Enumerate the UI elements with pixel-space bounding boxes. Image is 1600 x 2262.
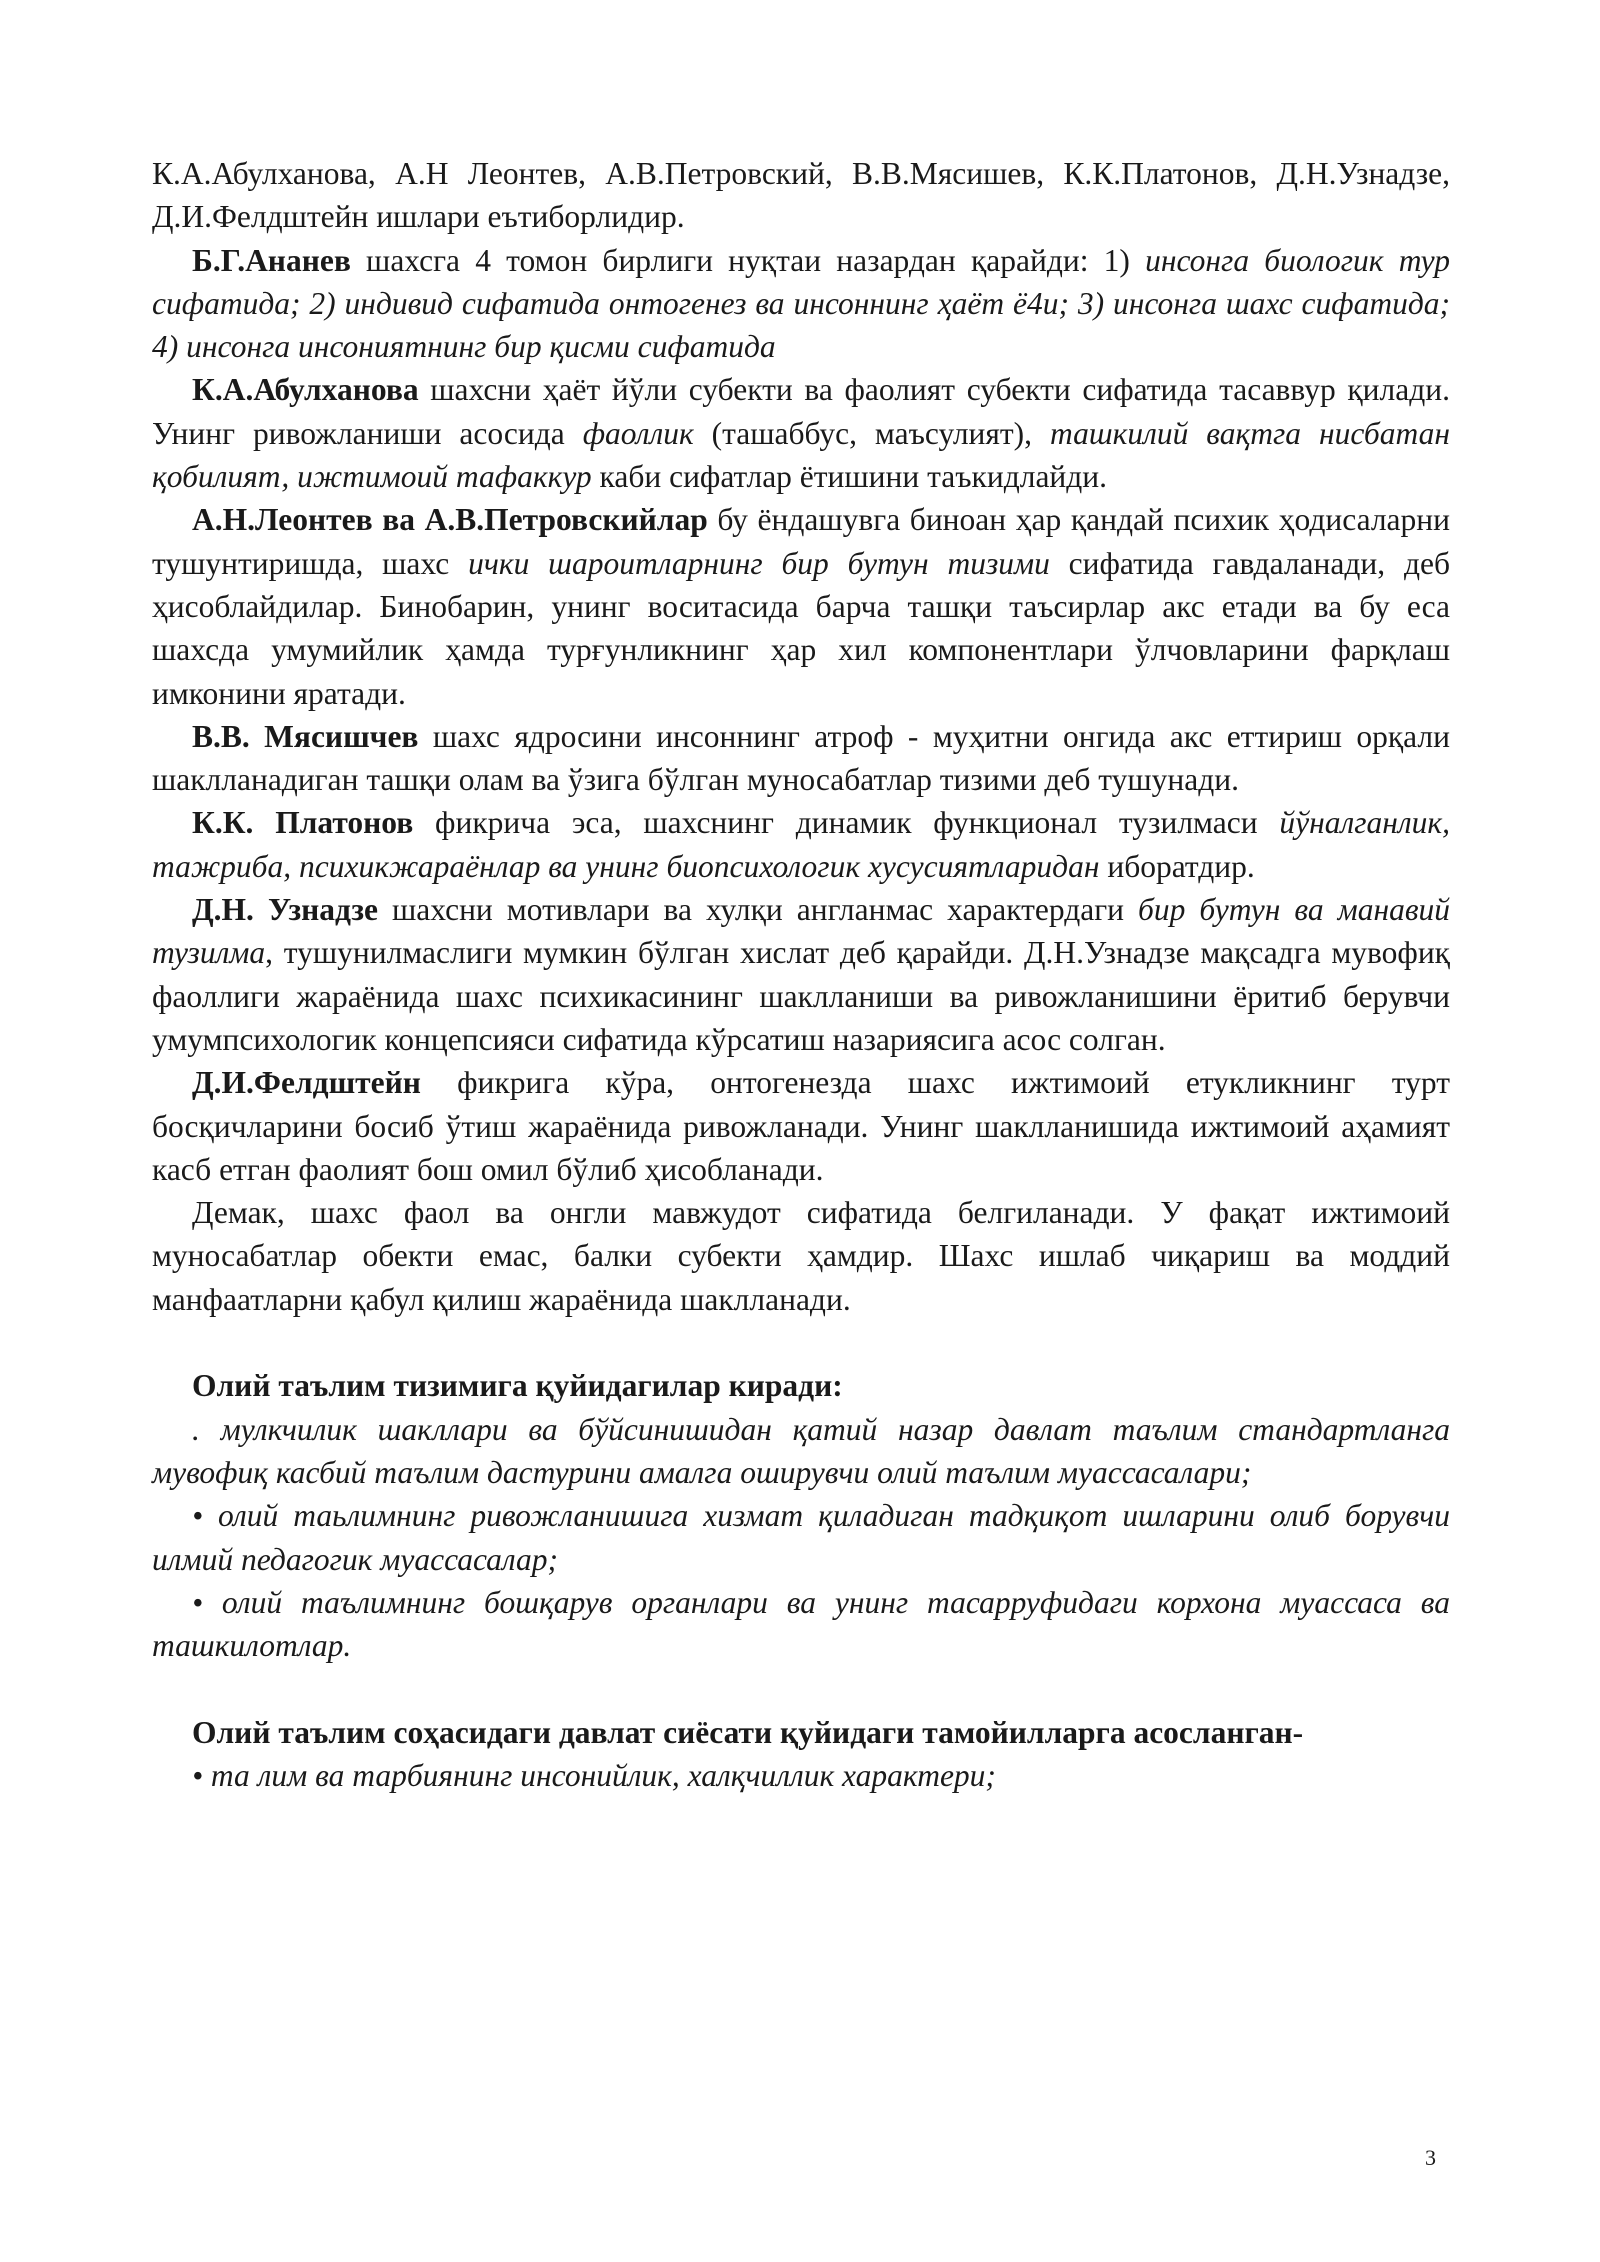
author-name: Д.Н. Узнадзе <box>192 892 378 928</box>
paragraph-conclusion: Демак, шахс фаол ва онгли мавжудот сифатида белгиланади. У фақат ижтимоий муносабатлар обекти емас, балки субекти ҳамдир. Шахс ишлаб чиқариш ва моддий манфаатларни қабул қилиш жараёнида шаклланади. <box>152 1195 1450 1317</box>
list-item: . мулкчилик шакллари ва бўйсинишидан қатий назар давлат таълим стандартланга мувофиқ касбий таълим дастурини амалга оширувчи олий таълим муассасалари; <box>152 1411 1450 1490</box>
spacer <box>152 1667 1450 1710</box>
list-item: • та лим ва тарбиянинг инсонийлик, халқчиллик характери; <box>192 1757 996 1793</box>
author-name: К.К. Платонов <box>192 805 414 841</box>
author-name: Д.И.Фелдштейн <box>192 1065 421 1101</box>
paragraph-uznadze: Д.Н. Узнадзе шахсни мотивлари ва хулқи англанмас характердаги бир бутун ва манавий тузилма, тушунилмаслиги мумкин бўлган хислат деб қарайди. Д.Н.Узнадзе мақсадга мувофиқ фаоллиги жараёнида шахс психикасининг шаклланиши ва ривожланишини ёритиб берувчи умумпсихологик концепсияси сифатида кўрсатиш назариясига асос солган. <box>152 892 1450 1057</box>
list-item: • олий таьлимнинг ривожланишига хизмат қиладиган тадқиқот ишларини олиб борувчи илмий педагогик муассасалар; <box>152 1498 1450 1577</box>
paragraph-authors-list: К.А.Абулханова, А.Н Леонтев, А.В.Петровский, В.В.Мясишев, К.К.Платонов, Д.Н.Узнадзе, Д.И.Фелдштейн ишлари еътиборлидир. <box>152 156 1450 235</box>
paragraph-myasishchev: В.В. Мясишчев шахс ядросини инсоннинг атроф - муҳитни онгида акс еттириш орқали шаклланадиган ташқи олам ва ўзига бўлган муносабатлар тизими деб тушунади. <box>152 718 1450 798</box>
paragraph-ananev: Б.Г.Ананев шахсга 4 томон бирлиги нуқтаи назардан қарайди: 1) инсонга биологик тур сифатида; 2) индивид сифатида онтогенез ва инсоннинг ҳаёт ё4и; 3) инсонга шахс сифатида; 4) инсонга инсониятнинг бир қисми сифатида <box>152 242 1450 365</box>
paragraph-platonov: К.К. Платонов фикрича эса, шахснинг динамик функционал тузилмаси йўналганлик, тажриба, психикжараёнлар ва унинг биопсихологик хусусиятларидан иборатдир. <box>152 805 1450 884</box>
paragraph-leontev-petrovsky: А.Н.Леонтев ва А.В.Петровскийлар бу ёндашувга биноан ҳар қандай психик ҳодисаларни тушунтиришда, шахс ички шароитларнинг бир бутун тизими сифатида гавдаланади, деб ҳисоблайдилар. Бинобарин, унинг воситасида барча ташқи таъсирлар акс етади ва бу еса шахсда умумийлик ҳамда турғунликнинг ҳар хил компонентлари ўлчовларини фарқлаш имконини яратади. <box>152 502 1451 711</box>
paragraph-feldshtein: Д.И.Фелдштейн фикрига кўра, онтогенезда шахс ижтимоий етукликнинг турт босқичларини босиб ўтиш жараёнида ривожланади. Унинг шаклланишида ижтимоий аҳамият касб етган фаолият бош омил бўлиб ҳисобланади. <box>152 1065 1450 1187</box>
spacer <box>152 1321 1450 1364</box>
author-name: Б.Г.Ананев <box>192 242 351 278</box>
page-body <box>152 152 1450 1797</box>
author-name: В.В. Мясишчев <box>192 718 419 754</box>
paragraph-abulkhanova: К.А.Абулханова шахсни ҳаёт йўли субекти ва фаолият субекти сифатида тасаввур қилади. Унинг ривожланиши асосида фаоллик (ташаббус, маъсулият), ташкилий вақтга нисбатан қобилият, ижтимоий тафаккур каби сифатлар ётишини таъкидлайди. <box>152 372 1450 495</box>
section-heading-higher-education-system: Олий таълим тизимига қуйидагилар киради: <box>192 1368 843 1404</box>
list-item: • олий таълимнинг бошқарув органлари ва унинг тасарруфидаги корхона муассаса ва ташкилотлар. <box>152 1584 1450 1664</box>
page-number: 3 <box>1425 2145 1436 2170</box>
author-name: К.А.Абулханова <box>192 372 419 408</box>
author-name: А.Н.Леонтев ва А.В.Петровскийлар <box>192 502 708 538</box>
section-heading-state-policy: Олий таълим соҳасидаги давлат сиёсати қуйидаги тамойилларга асосланган- <box>192 1714 1304 1750</box>
